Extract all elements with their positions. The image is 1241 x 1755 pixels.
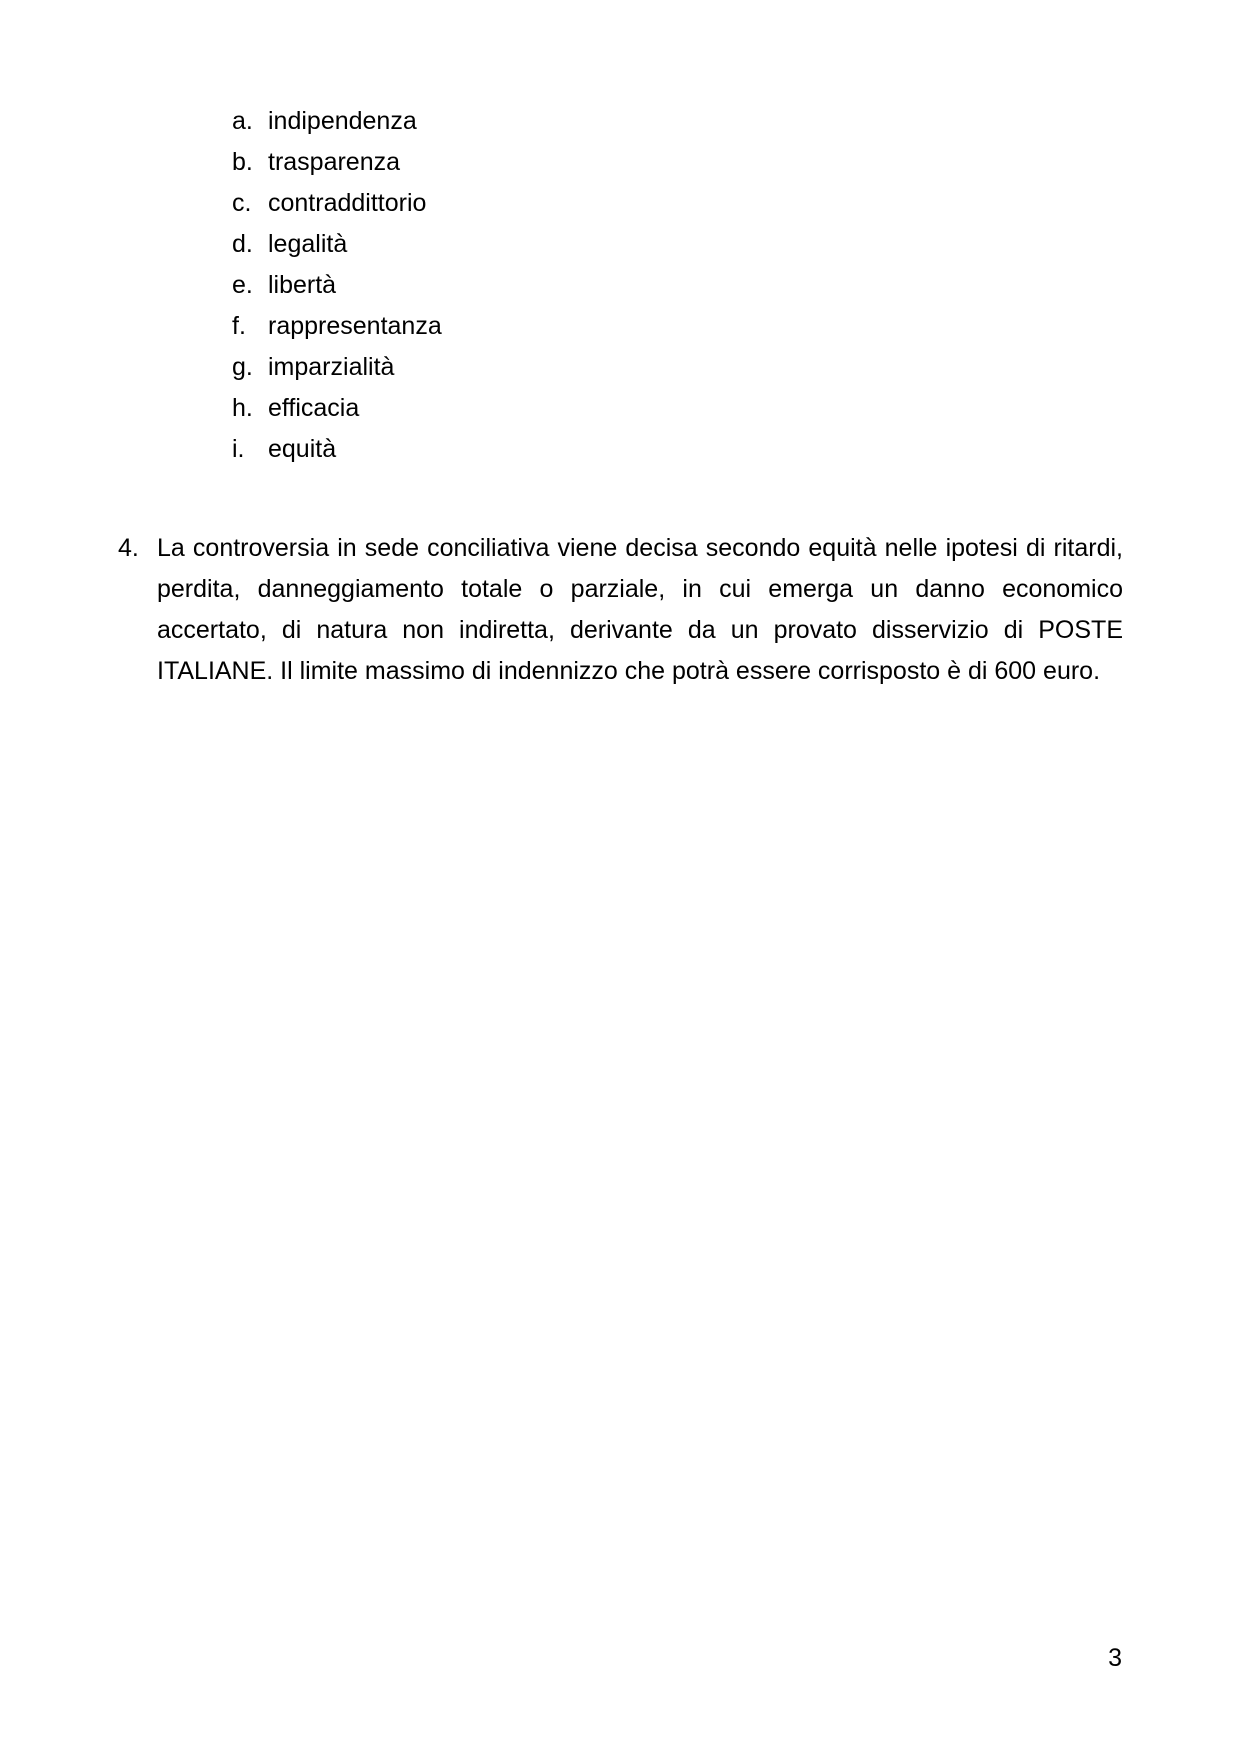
list-item <box>232 429 442 470</box>
list-item-label: indipendenza <box>268 107 417 135</box>
list-item-marker: f. <box>232 312 246 340</box>
list-item-marker: c. <box>232 189 252 217</box>
list-item <box>232 142 442 183</box>
list-item <box>232 224 442 265</box>
list-item <box>232 347 442 388</box>
list-item-label: libertà <box>268 271 337 299</box>
list-item-marker: e. <box>232 271 253 299</box>
list-item-marker: d. <box>232 230 253 258</box>
list-item-marker: i. <box>232 435 245 463</box>
list-item-label: imparzialità <box>268 353 395 381</box>
list-item-label: rappresentanza <box>268 312 442 340</box>
answer-option-list <box>232 101 442 470</box>
list-item <box>232 388 442 429</box>
list-item-label: legalità <box>268 230 348 258</box>
list-item <box>232 101 442 142</box>
list-item-marker: h. <box>232 394 253 422</box>
list-item <box>232 265 442 306</box>
list-item-marker: b. <box>232 148 253 176</box>
page-number: 3 <box>1108 1644 1122 1672</box>
list-item <box>232 183 442 224</box>
list-item-label: equità <box>268 435 337 463</box>
list-item <box>232 306 442 347</box>
list-item-label: contraddittorio <box>268 189 427 217</box>
list-item-marker: g. <box>232 353 253 381</box>
list-item-label: efficacia <box>268 394 360 422</box>
list-item-marker: a. <box>232 107 253 135</box>
list-item-label: trasparenza <box>268 148 401 176</box>
question-text: La controversia in sede conciliativa viene decisa secondo equità nelle ipotesi di ritardi, perdita, danneggiamento totale o parziale, in cui emerga un danno economico accertato, di natura non indiretta, derivante da un provato disservizio di POSTE ITALIANE. Il limite massimo di indennizzo che potrà essere corrisposto è di 600 euro. <box>157 534 1123 685</box>
question-number: 4. <box>118 534 139 562</box>
